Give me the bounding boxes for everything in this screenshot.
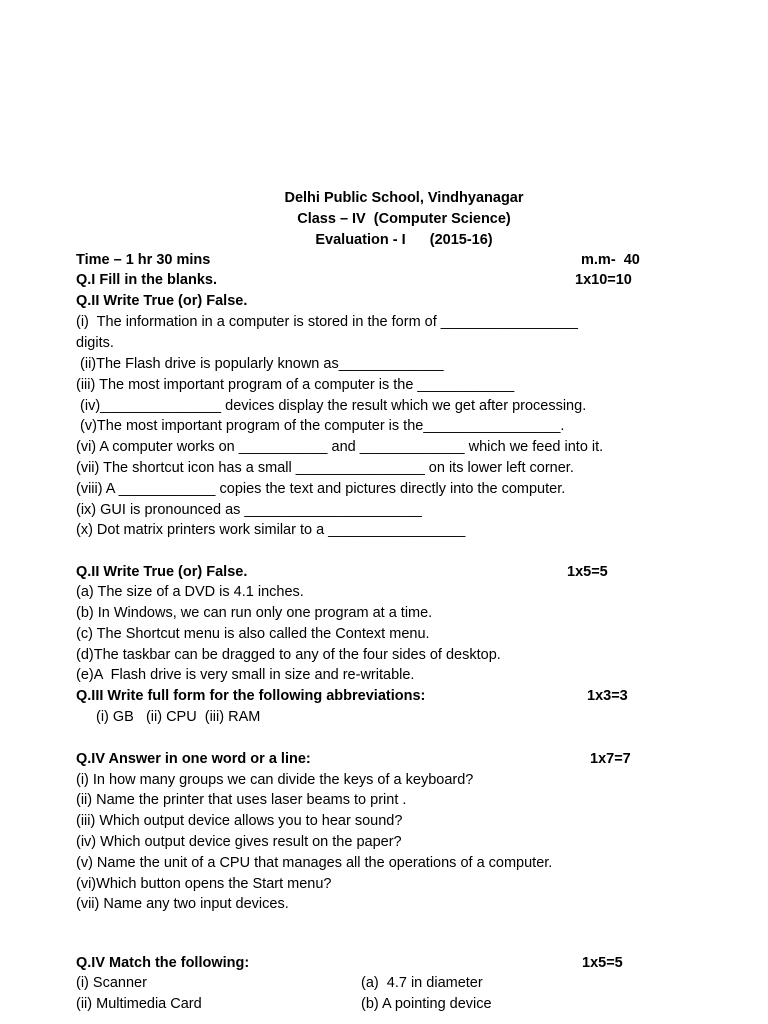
list-item: (a) The size of a DVD is 4.1 inches. — [76, 584, 304, 600]
class-title: Class – IV (Computer Science) — [297, 211, 511, 227]
list-item: (vii) The shortcut icon has a small ________________ on its lower left corner. — [76, 460, 574, 476]
section1-subtitle: Q.II Write True (or) False. — [76, 293, 248, 309]
list-item: (ii)The Flash drive is popularly known as_____________ — [76, 356, 444, 372]
list-item: (viii) A ____________ copies the text and pictures directly into the computer. — [76, 481, 566, 497]
list-item: (d)The taskbar can be dragged to any of the four sides of desktop. — [76, 647, 501, 663]
match-right-item: (a) 4.7 in diameter — [361, 975, 483, 991]
list-item: (ix) GUI is pronounced as ______________________ — [76, 502, 422, 518]
section5-title: Q.IV Match the following: — [76, 955, 250, 971]
section2-title: Q.II Write True (or) False. — [76, 564, 248, 580]
evaluation-title: Evaluation - I (2015-16) — [315, 232, 493, 248]
list-item: (b) In Windows, we can run only one program at a time. — [76, 605, 433, 621]
section4-title: Q.IV Answer in one word or a line: — [76, 751, 311, 767]
list-item: (i) In how many groups we can divide the keys of a keyboard? — [76, 772, 474, 788]
list-item: (iv) Which output device gives result on the paper? — [76, 834, 402, 850]
section1-marks: 1x10=10 — [575, 272, 632, 288]
list-item: (iii) Which output device allows you to hear sound? — [76, 813, 403, 829]
section1-title: Q.I Fill in the blanks. — [76, 272, 217, 288]
section2-marks: 1x5=5 — [567, 564, 608, 580]
list-item: (vii) Name any two input devices. — [76, 896, 289, 912]
list-item: (c) The Shortcut menu is also called the Context menu. — [76, 626, 430, 642]
section3-marks: 1x3=3 — [587, 688, 628, 704]
list-item: (e)A Flash drive is very small in size and re-writable. — [76, 667, 415, 683]
list-item: (v)The most important program of the computer is the_________________. — [76, 418, 565, 434]
section5-marks: 1x5=5 — [582, 955, 623, 971]
match-right-item: (b) A pointing device — [361, 996, 492, 1012]
list-item: (vi)Which button opens the Start menu? — [76, 876, 332, 892]
list-item: (vi) A computer works on ___________ and _____________ which we feed into it. — [76, 439, 604, 455]
match-left-item: (ii) Multimedia Card — [76, 996, 202, 1012]
max-marks: m.m- 40 — [581, 252, 640, 268]
list-item: (i) GB (ii) CPU (iii) RAM — [96, 709, 261, 725]
time-label: Time – 1 hr 30 mins — [76, 252, 211, 268]
list-item: (i) The information in a computer is stored in the form of _________________ — [76, 314, 578, 330]
list-item: (x) Dot matrix printers work similar to a _________________ — [76, 522, 466, 538]
school-name: Delhi Public School, Vindhyanagar — [284, 190, 524, 206]
list-item: (iv)_______________ devices display the result which we get after processing. — [76, 398, 587, 414]
list-item: (iii) The most important program of a computer is the ____________ — [76, 377, 515, 393]
list-item: digits. — [76, 335, 114, 351]
section3-title: Q.III Write full form for the following abbreviations: — [76, 688, 426, 704]
match-left-item: (i) Scanner — [76, 975, 147, 991]
section4-marks: 1x7=7 — [590, 751, 631, 767]
list-item: (v) Name the unit of a CPU that manages all the operations of a computer. — [76, 855, 553, 871]
list-item: (ii) Name the printer that uses laser beams to print . — [76, 792, 407, 808]
